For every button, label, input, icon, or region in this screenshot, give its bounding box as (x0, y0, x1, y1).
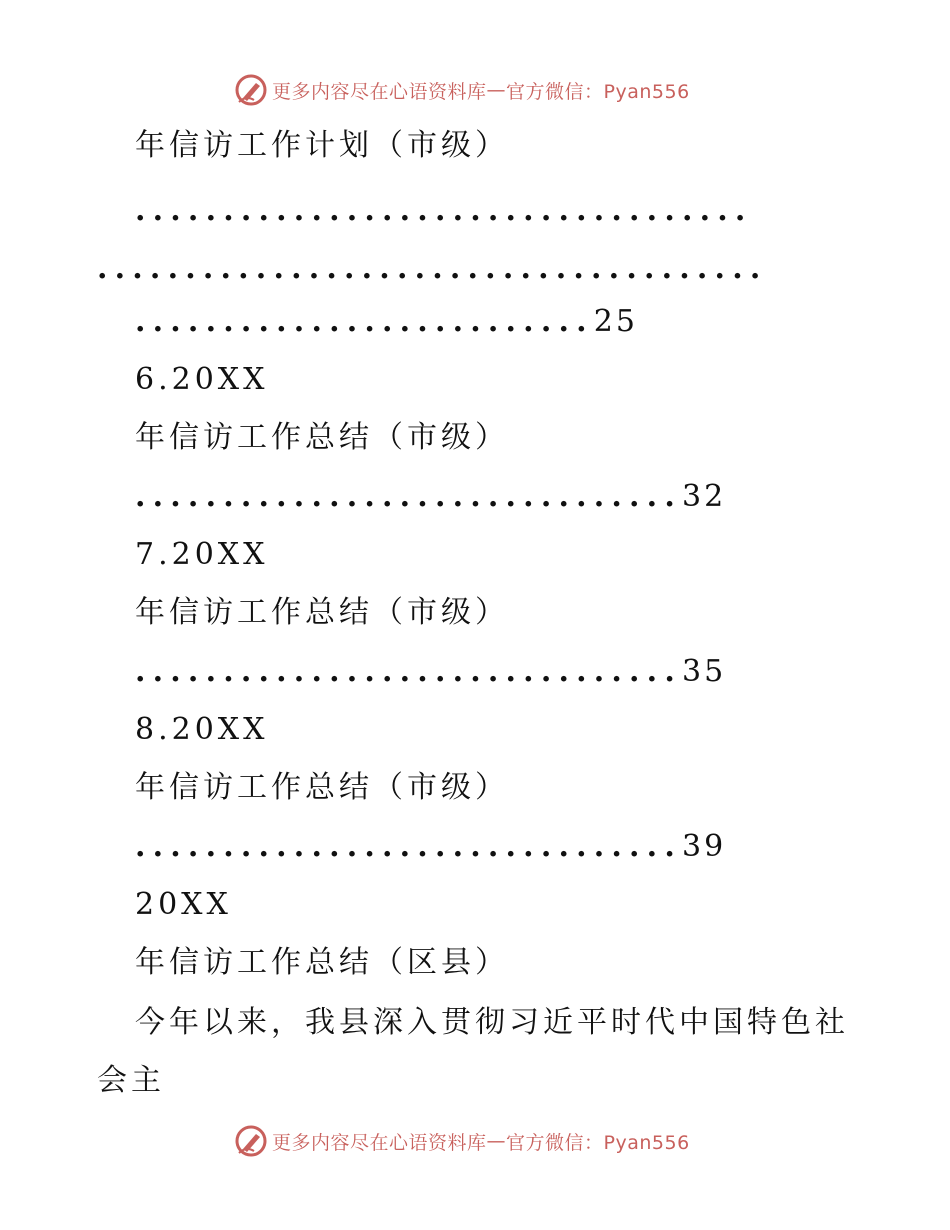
toc-leader-dots: .......................... (135, 304, 594, 339)
toc-entry-title: 年信访工作计划（市级） (135, 128, 509, 163)
toc-leader-dots: ................................... (135, 193, 753, 228)
pen-logo-icon (234, 73, 268, 107)
toc-entry-title: 年信访工作总结（市级） (135, 420, 509, 455)
watermark-separator: — (486, 1130, 507, 1152)
body-paragraph-line: 今年以来，我县深入贯彻习近平时代中国特色社 (135, 1005, 849, 1040)
toc-page-number: 35 (681, 654, 727, 689)
toc-entry-number: 20XX (135, 887, 232, 922)
toc-leader-dots: ...................................... (97, 251, 768, 286)
toc-leader-dots: ............................... (135, 829, 682, 864)
toc-leader-with-page (135, 654, 726, 690)
toc-entry-title: 年信访工作总结（市级） (135, 595, 509, 630)
footer-watermark (234, 1123, 690, 1159)
toc-leader-with-page (135, 829, 726, 865)
toc-entry-number: 6.20XX (135, 362, 269, 397)
toc-leader-with-page (135, 304, 638, 340)
watermark-text-suffix: 官方微信：Pyan556 (506, 80, 690, 103)
toc-page-number: 25 (593, 304, 638, 339)
toc-leader-with-page (135, 479, 726, 515)
watermark-separator: — (486, 79, 507, 101)
toc-page-number: 39 (681, 829, 727, 864)
toc-leader-dots: ............................... (135, 654, 682, 689)
pen-logo-icon (234, 1124, 268, 1158)
header-watermark (234, 72, 690, 108)
toc-entry-title: 年信访工作总结（市级） (135, 770, 509, 805)
watermark-text-suffix: 官方微信：Pyan556 (506, 1131, 690, 1154)
toc-page-number: 32 (681, 479, 727, 514)
toc-entry-number: 8.20XX (135, 712, 269, 747)
toc-leader-dots: ............................... (135, 479, 682, 514)
toc-entry-number: 7.20XX (135, 537, 269, 572)
toc-entry-title: 年信访工作总结（区县） (135, 945, 509, 980)
body-paragraph-line: 会主 (97, 1063, 165, 1098)
watermark-text-main: 更多内容尽在心语资料库 (272, 80, 487, 103)
watermark-text-main: 更多内容尽在心语资料库 (272, 1131, 487, 1154)
